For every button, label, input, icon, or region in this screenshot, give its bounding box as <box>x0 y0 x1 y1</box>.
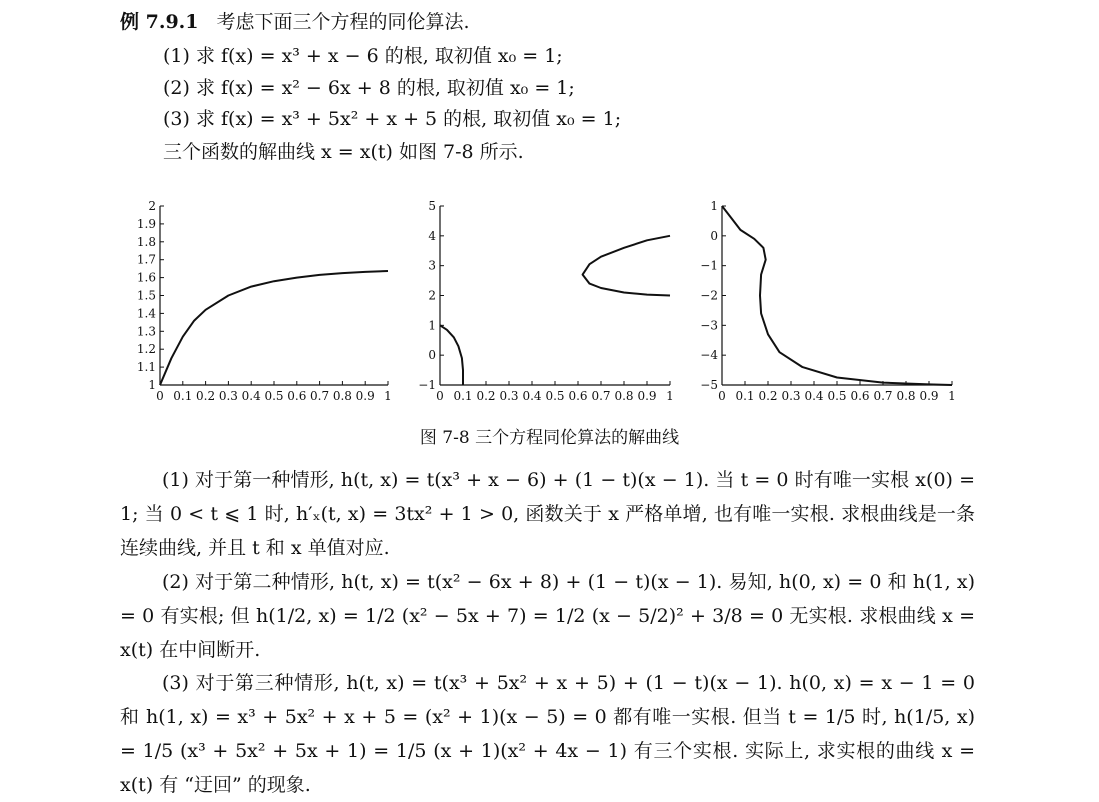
y-tick-label: −3 <box>700 318 718 333</box>
y-tick-label: 1.5 <box>136 288 156 303</box>
y-tick-label: 1.7 <box>136 252 156 267</box>
x-tick-label: 0.4 <box>522 389 542 403</box>
x-tick-label: 0.8 <box>614 389 634 403</box>
y-tick-label: 1.1 <box>136 360 156 375</box>
plot-1 <box>137 199 392 403</box>
y-tick-label: 1.2 <box>136 342 156 357</box>
y-tick-label: 1.8 <box>136 234 156 249</box>
y-tick-label: 1.9 <box>136 216 156 231</box>
y-tick-label: 1 <box>710 199 718 213</box>
x-tick-label: 1 <box>948 389 956 403</box>
y-tick-label: −1 <box>418 378 436 392</box>
example-item-1: (1) 求 f(x) = x³ + x − 6 的根, 取初值 x₀ = 1; <box>163 45 563 67</box>
solution-curve <box>722 206 952 385</box>
y-tick-label: 4 <box>428 228 436 243</box>
x-tick-label: 0.9 <box>637 389 657 403</box>
x-tick-label: 0 <box>718 389 726 403</box>
x-tick-label: 0.2 <box>476 389 496 403</box>
y-tick-label: 1 <box>148 378 156 392</box>
y-tick-label: −4 <box>700 348 718 363</box>
example-note: 三个函数的解曲线 x = x(t) 如图 7-8 所示. <box>163 141 524 163</box>
example-heading <box>120 10 470 34</box>
paragraph-text: (3) 对于第三种情形, h(t, x) = t(x³ + 5x² + x + 5) + (1 − t)(x − 1). h(0, x) = x − 1 = 0 和 h(1, x) = x³ + 5x² + x + 5 = (x² + 1)(x − 5) = 0 都有唯一实根. 但当 t = 1/5 时, h(1/5, x) = 1/5 (x³ + 5x² + 5x + 1) = 1/5 (x + 1)(x² + 4x − 1) 有三个实根. 实际上, 求实根的曲线 x = x(t) 有 “迂回” 的现象. <box>120 672 975 796</box>
example-label: 例 7.9.1 <box>120 11 199 33</box>
x-tick-label: 0.1 <box>735 389 755 403</box>
paragraph-case-2 <box>120 565 975 667</box>
y-tick-label: −2 <box>700 288 718 303</box>
x-tick-label: 0.7 <box>310 389 330 403</box>
y-tick-label: 1.4 <box>136 306 156 321</box>
x-tick-label: 0.2 <box>758 389 778 403</box>
plot-2 <box>418 199 674 403</box>
paragraph-case-3 <box>120 666 975 802</box>
paragraph-case-1 <box>120 463 975 565</box>
x-tick-label: 0.4 <box>804 389 824 403</box>
solution-curve <box>583 236 670 296</box>
example-item-3: (3) 求 f(x) = x³ + 5x² + x + 5 的根, 取初值 x₀ = 1; <box>163 108 622 130</box>
example-title: 考虑下面三个方程的同伦算法. <box>216 11 470 33</box>
paragraph-text: (2) 对于第二种情形, h(t, x) = t(x² − 6x + 8) + (1 − t)(x − 1). 易知, h(0, x) = 0 和 h(1, x) = 0 有实根; 但 h(1/2, x) = 1/2 (x² − 5x + 7) = 1/2 (x − 5/2)² + 3/8 = 0 无实根. 求根曲线 x = x(t) 在中间断开. <box>120 571 975 661</box>
x-tick-label: 0.8 <box>896 389 916 403</box>
x-tick-label: 0.7 <box>873 389 893 403</box>
x-tick-label: 1 <box>666 389 674 403</box>
x-tick-label: 0.4 <box>241 389 261 403</box>
paragraph-text: (1) 对于第一种情形, h(t, x) = t(x³ + x − 6) + (1 − t)(x − 1). 当 t = 0 时有唯一实根 x(0) = 1; 当 0 < t ⩽ 1 时, h′ₓ(t, x) = 3tx² + 1 > 0, 函数关于 x 严格单增, 也有唯一实根. 求根曲线是一条连续曲线, 并且 t 和 x 单值对应. <box>120 469 975 559</box>
example-item-2: (2) 求 f(x) = x² − 6x + 8 的根, 取初值 x₀ = 1; <box>163 77 575 99</box>
y-tick-label: 0 <box>428 348 436 363</box>
x-tick-label: 0.3 <box>499 389 519 403</box>
x-tick-label: 1 <box>384 389 392 403</box>
figure-caption: 图 7-8 三个方程同伦算法的解曲线 <box>419 428 680 448</box>
x-tick-label: 0.8 <box>332 389 352 403</box>
y-tick-label: −5 <box>700 378 718 392</box>
y-tick-label: 1 <box>428 318 436 333</box>
y-tick-label: 5 <box>428 199 436 213</box>
x-tick-label: 0.6 <box>287 389 307 403</box>
x-tick-label: 0.5 <box>545 389 565 403</box>
x-tick-label: 0.6 <box>850 389 870 403</box>
y-tick-label: 3 <box>428 258 436 273</box>
y-tick-label: 2 <box>428 288 436 303</box>
x-tick-label: 0.1 <box>453 389 473 403</box>
y-tick-label: 1.6 <box>136 270 156 285</box>
x-tick-label: 0.9 <box>355 389 375 403</box>
y-tick-label: −1 <box>700 258 718 273</box>
x-tick-label: 0.2 <box>196 389 216 403</box>
x-tick-label: 0.6 <box>568 389 588 403</box>
x-tick-label: 0 <box>156 389 164 403</box>
x-tick-label: 0 <box>436 389 444 403</box>
x-tick-label: 0.5 <box>264 389 284 403</box>
x-tick-label: 0.3 <box>218 389 238 403</box>
x-tick-label: 0.1 <box>173 389 193 403</box>
y-tick-label: 0 <box>710 228 718 243</box>
plot-3 <box>700 199 956 403</box>
x-tick-label: 0.5 <box>827 389 847 403</box>
x-tick-label: 0.7 <box>591 389 611 403</box>
y-tick-label: 2 <box>148 199 156 213</box>
solution-curve <box>440 325 463 385</box>
solution-curve <box>160 271 388 385</box>
y-tick-label: 1.3 <box>136 324 156 339</box>
x-tick-label: 0.9 <box>919 389 939 403</box>
x-tick-label: 0.3 <box>781 389 801 403</box>
